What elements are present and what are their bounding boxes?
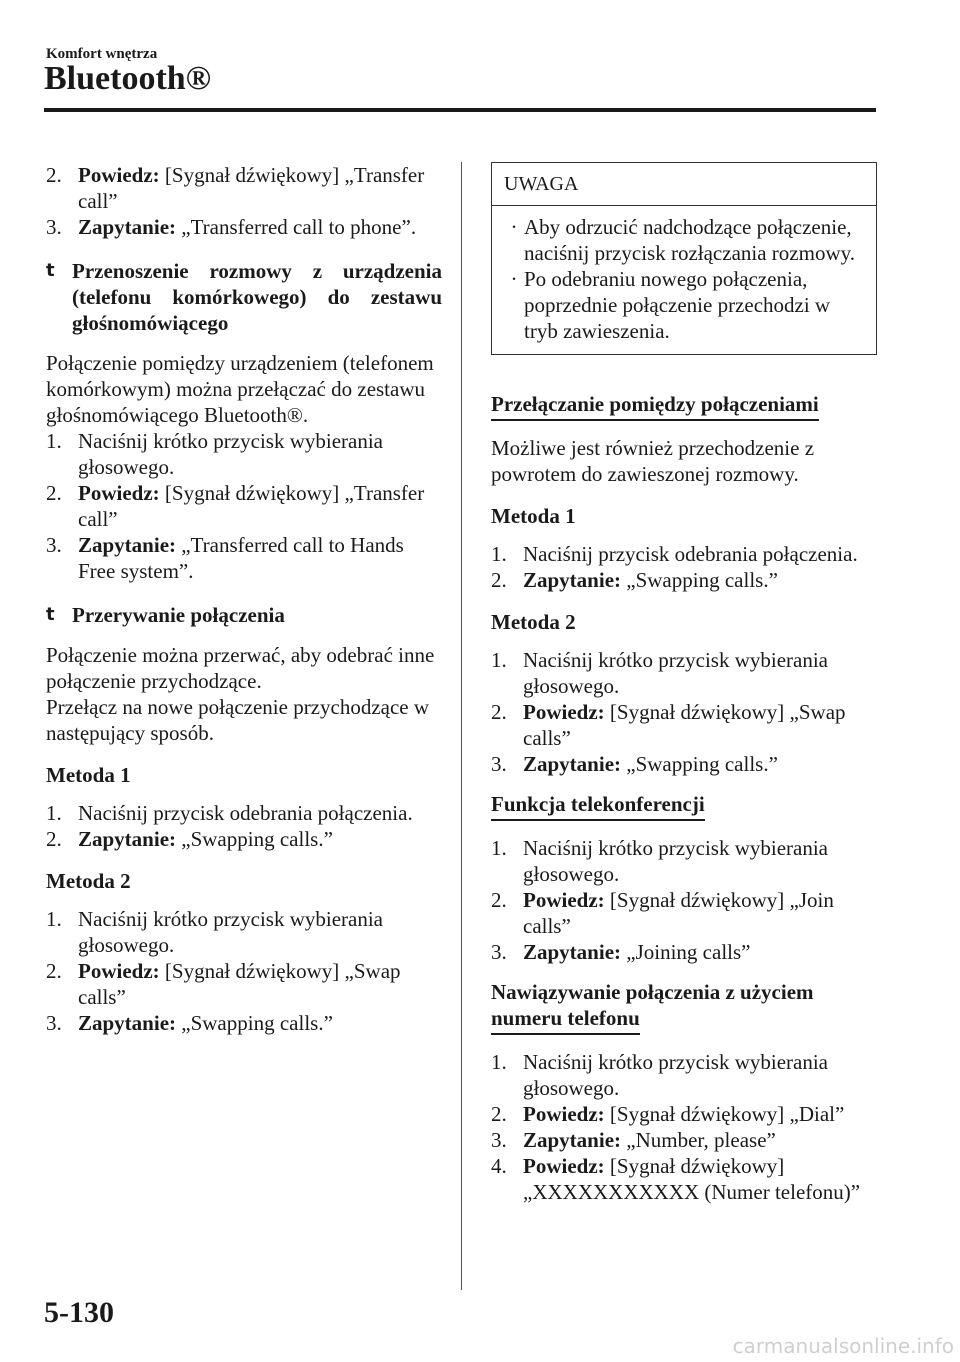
- step-label: Zapytanie:: [523, 752, 622, 776]
- page-number: 5-130: [44, 1296, 114, 1329]
- watermark: carmanualsonline.info: [732, 1334, 954, 1358]
- switch-method-2-steps: [491, 647, 877, 777]
- left-column: [46, 162, 442, 1036]
- step-text: [Sygnał dźwiękowy] „Swap calls”: [523, 700, 846, 750]
- step-label: Powiedz:: [523, 1102, 605, 1126]
- step-number: 1.: [491, 542, 507, 566]
- step-item: [46, 532, 442, 584]
- interrupt-paragraph-2: Przełącz na nowe połączenie przychodzące w następujący sposób.: [46, 695, 430, 745]
- step-number: 1.: [46, 429, 62, 453]
- step-item: [491, 835, 877, 887]
- method-1-steps: [46, 800, 442, 852]
- step-text: „Swapping calls.”: [176, 827, 333, 851]
- step-item: [46, 214, 442, 240]
- step-item: [46, 1010, 442, 1036]
- step-number: 3.: [491, 940, 507, 964]
- section-marker-icon: t: [46, 260, 55, 281]
- interrupt-paragraph-1: Połączenie można przerwać, aby odebrać inne połączenie przychodzące.: [46, 643, 435, 693]
- switch-paragraph: Możliwe jest również przechodzenie z powrotem do zawieszonej rozmowy.: [491, 436, 815, 486]
- dial-steps: [491, 1049, 877, 1205]
- step-label: Powiedz:: [78, 163, 160, 187]
- conference-steps: [491, 835, 877, 965]
- step-item: [46, 906, 442, 958]
- intro-steps: [46, 162, 442, 240]
- column-divider: [461, 162, 462, 1290]
- step-number: 3.: [491, 1128, 507, 1152]
- step-label: Powiedz:: [523, 700, 605, 724]
- step-text: Naciśnij przycisk odebrania połączenia.: [78, 801, 413, 825]
- step-text: Naciśnij krótko przycisk wybierania głosowego.: [523, 836, 828, 886]
- step-text: [Sygnał dźwiękowy] „Join calls”: [523, 888, 834, 938]
- step-item: [46, 800, 442, 826]
- transfer-paragraph: Połączenie pomiędzy urządzeniem (telefonem komórkowym) można przełączać do zestawu głośnomówiącego Bluetooth®.: [46, 351, 434, 427]
- interrupt-heading: t Przerywanie połączenia: [46, 603, 285, 627]
- bullet-icon: ·: [510, 267, 518, 291]
- switch-heading: Przełączanie pomiędzy połączeniami: [491, 391, 819, 421]
- step-number: 1.: [46, 801, 62, 825]
- step-number: 2.: [491, 568, 507, 592]
- step-text: Naciśnij krótko przycisk wybierania głosowego.: [523, 648, 828, 698]
- step-text: [Sygnał dźwiękowy] „Transfer call”: [78, 481, 425, 531]
- step-label: Zapytanie:: [78, 215, 177, 239]
- step-label: Zapytanie:: [523, 568, 622, 592]
- transfer-heading: t Przenoszenie rozmowy z urządzenia (telefonu komórkowego) do zestawu głośnomówiącego: [46, 259, 442, 335]
- step-text: Naciśnij krótko przycisk wybierania głosowego.: [523, 1050, 828, 1100]
- step-text: „Joining calls”: [621, 940, 751, 964]
- step-label: Powiedz:: [78, 959, 160, 983]
- right-column: [491, 162, 877, 1205]
- step-number: 3.: [46, 1011, 62, 1035]
- step-text: „Transferred call to phone”.: [176, 215, 417, 239]
- step-number: 3.: [46, 533, 62, 557]
- step-number: 2.: [491, 1102, 507, 1126]
- section-label: Komfort wnętrza: [46, 46, 158, 62]
- step-item: [46, 428, 442, 480]
- step-item: [491, 567, 877, 593]
- step-number: 1.: [491, 648, 507, 672]
- step-number: 1.: [491, 836, 507, 860]
- step-label: Powiedz:: [78, 481, 160, 505]
- step-text: „Swapping calls.”: [176, 1011, 333, 1035]
- step-item: [46, 480, 442, 532]
- step-item: [491, 887, 877, 939]
- method-title: Metoda 1: [46, 763, 131, 787]
- step-text: „Swapping calls.”: [621, 752, 778, 776]
- step-item: [491, 541, 877, 567]
- step-item: [46, 958, 442, 1010]
- step-item: [491, 939, 877, 965]
- step-text: Naciśnij krótko przycisk wybierania głosowego.: [78, 907, 383, 957]
- method-title: Metoda 2: [46, 869, 131, 893]
- step-label: Zapytanie:: [523, 940, 622, 964]
- switch-method-1-steps: [491, 541, 877, 593]
- step-text: „Swapping calls.”: [621, 568, 778, 592]
- step-label: Zapytanie:: [78, 1011, 177, 1035]
- step-item: [491, 699, 877, 751]
- step-number: 4.: [491, 1154, 507, 1178]
- step-label: Powiedz:: [523, 1154, 605, 1178]
- step-item: [491, 1101, 877, 1127]
- step-number: 1.: [46, 907, 62, 931]
- step-text: „Transferred call to Hands Free system”.: [78, 533, 404, 583]
- step-text: Naciśnij przycisk odebrania połączenia.: [523, 542, 858, 566]
- note-body: [492, 206, 876, 354]
- step-number: 2.: [491, 888, 507, 912]
- step-label: Zapytanie:: [78, 827, 177, 851]
- step-number: 3.: [491, 752, 507, 776]
- bullet-icon: ·: [510, 215, 518, 239]
- conference-heading: Funkcja telekonferencji: [491, 791, 705, 821]
- step-item: [491, 647, 877, 699]
- section-marker-icon: t: [46, 604, 55, 625]
- step-number: 1.: [491, 1050, 507, 1074]
- step-text: [Sygnał dźwiękowy] „Dial”: [604, 1102, 845, 1126]
- step-number: 2.: [46, 481, 62, 505]
- note-item: · Po odebraniu nowego połączenia, poprzednie połączenie przechodzi w tryb zawieszenia.: [504, 266, 864, 344]
- step-item: [491, 1127, 877, 1153]
- step-number: 2.: [491, 700, 507, 724]
- method-2-steps: [46, 906, 442, 1036]
- method-title: Metoda 2: [491, 610, 576, 634]
- step-item: [491, 1049, 877, 1101]
- step-text: [Sygnał dźwiękowy] „XXXXXXXXXXX (Numer telefonu)”: [523, 1154, 861, 1204]
- step-text: „Number, please”: [621, 1128, 776, 1152]
- step-item: [491, 1153, 877, 1205]
- step-number: 2.: [46, 163, 62, 187]
- step-text: [Sygnał dźwiękowy] „Swap calls”: [78, 959, 401, 1009]
- step-number: 2.: [46, 959, 62, 983]
- header-rule: [44, 108, 876, 112]
- step-label: Powiedz:: [523, 888, 605, 912]
- step-label: Zapytanie:: [78, 533, 177, 557]
- step-number: 3.: [46, 215, 62, 239]
- note-item: · Aby odrzucić nadchodzące połączenie, naciśnij przycisk rozłączania rozmowy.: [504, 214, 864, 266]
- page-title: Bluetooth®: [44, 60, 212, 97]
- note-title: UWAGA: [492, 163, 876, 206]
- step-number: 2.: [46, 827, 62, 851]
- step-item: [46, 826, 442, 852]
- step-label: Zapytanie:: [523, 1128, 622, 1152]
- dial-heading-line-1: Nawiązywanie połączenia z użyciem: [491, 980, 814, 1004]
- transfer-steps: [46, 428, 442, 584]
- dial-heading-line-2: numeru telefonu: [491, 1005, 640, 1035]
- step-item: [491, 751, 877, 777]
- method-title: Metoda 1: [491, 504, 576, 528]
- step-item: [46, 162, 442, 214]
- step-text: [Sygnał dźwiękowy] „Transfer call”: [78, 163, 425, 213]
- note-box: [491, 162, 877, 355]
- step-text: Naciśnij krótko przycisk wybierania głosowego.: [78, 429, 383, 479]
